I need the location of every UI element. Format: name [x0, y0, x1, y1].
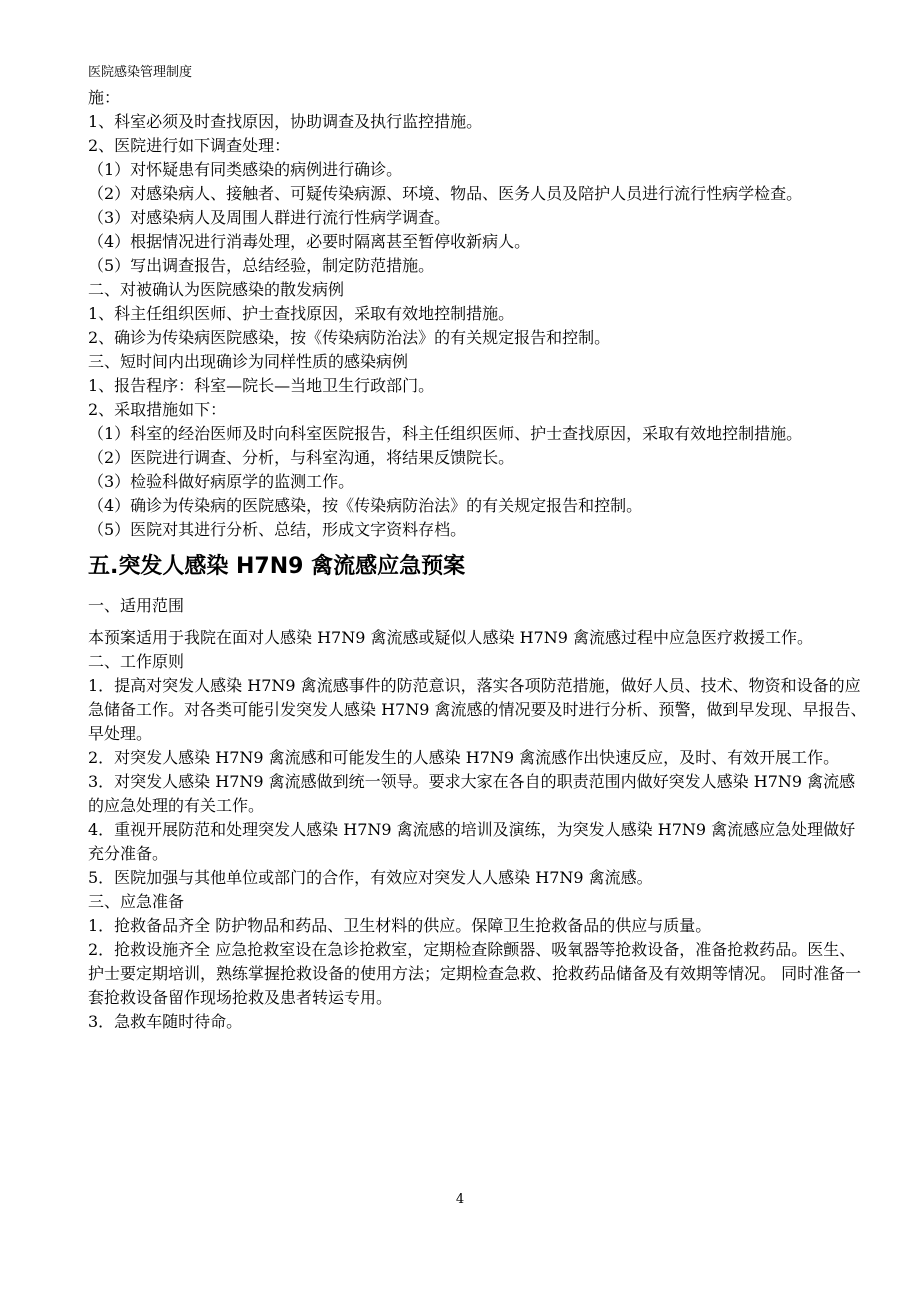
subsection-title: 三、应急准备 [88, 892, 185, 911]
text-line: （3）检验科做好病原学的监测工作。 [88, 472, 355, 491]
text-line: 1、科室必须及时查找原因，协助调查及执行监控措施。 [88, 112, 483, 131]
text-line: 1、报告程序：科室—院长—当地卫生行政部门。 [88, 376, 435, 395]
principle-item: 4．重视开展防范和处理突发人感染 H7N9 禽流感的培训及演练，为突发人感染 H7N9 禽流感应急处理做好充分准备。 [88, 820, 856, 863]
text-line: 施： [88, 88, 121, 107]
text-line: 1、科主任组织医师、护士查找原因，采取有效地控制措施。 [88, 304, 515, 323]
text-line: 2、确诊为传染病医院感染，按《传染病防治法》的有关规定报告和控制。 [88, 328, 611, 347]
text-line: （5）写出调查报告，总结经验，制定防范措施。 [88, 256, 435, 275]
page-number: 4 [455, 1192, 465, 1207]
text-line: （1）对怀疑患有同类感染的病例进行确诊。 [88, 160, 403, 179]
prep-item: 2．抢救设施齐全 应急抢救室设在急诊抢救室，定期检查除颤器、吸氧器等抢救设备，准备抢救药品。医生、护士要定期培训，熟练掌握抢救设备的使用方法；定期检查急救、抢救药品储备及有效期等情况。 同时准备一套抢救设备留作现场抢救及患者转运专用。 [88, 940, 862, 1007]
text-line: （4）根据情况进行消毒处理，必要时隔离甚至暂停收新病人。 [88, 232, 531, 251]
section-heading: 五.突发人感染 H7N9 禽流感应急预案 [88, 554, 466, 579]
document-page [88, 64, 868, 1034]
prep-item: 3．急救车随时待命。 [88, 1012, 243, 1031]
text-line: 二、对被确认为医院感染的散发病例 [88, 280, 345, 299]
principle-item: 1．提高对突发人感染 H7N9 禽流感事件的防范意识，落实各项防范措施，做好人员、技术、物资和设备的应急储备工作。对各类可能引发突发人感染 H7N9 禽流感的情况要及时进行分析、预警，做到早发现、早报告、早处理。 [88, 676, 867, 743]
principle-item: 5．医院加强与其他单位或部门的合作，有效应对突发人人感染 H7N9 禽流感。 [88, 868, 653, 887]
text-paragraph: （1）科室的经治医师及时向科室医院报告，科主任组织医师、护士查找原因，采取有效地控制措施。 [88, 424, 803, 443]
subsection-title: 一、适用范围 [88, 596, 185, 615]
text-line: （4）确诊为传染病的医院感染，按《传染病防治法》的有关规定报告和控制。 [88, 496, 643, 515]
text-line: （3）对感染病人及周围人群进行流行性病学调查。 [88, 208, 451, 227]
text-line: 2、医院进行如下调查处理： [88, 136, 291, 155]
text-line: 三、短时间内出现确诊为同样性质的感染病例 [88, 352, 409, 371]
text-paragraph: （2）对感染病人、接触者、可疑传染病源、环境、物品、医务人员及陪护人员进行流行性病学检查。 [88, 184, 803, 203]
text-line: 2、采取措施如下： [88, 400, 227, 419]
principle-item: 2．对突发人感染 H7N9 禽流感和可能发生的人感染 H7N9 禽流感作出快速反应，及时、有效开展工作。 [88, 748, 840, 767]
text-line: （2）医院进行调查、分析，与科室沟通，将结果反馈院长。 [88, 448, 515, 467]
scope-paragraph: 本预案适用于我院在面对人感染 H7N9 禽流感或疑似人感染 H7N9 禽流感过程中应急医疗救援工作。 [88, 628, 813, 647]
principle-item: 3．对突发人感染 H7N9 禽流感做到统一领导。要求大家在各自的职责范围内做好突发人感染 H7N9 禽流感的应急处理的有关工作。 [88, 772, 856, 815]
subsection-title: 二、工作原则 [88, 652, 185, 671]
prep-item: 1．抢救备品齐全 防护物品和药品、卫生材料的供应。保障卫生抢救备品的供应与质量。 [88, 916, 712, 935]
text-line: （5）医院对其进行分析、总结，形成文字资料存档。 [88, 520, 467, 539]
running-header: 医院感染管理制度 [88, 65, 193, 80]
